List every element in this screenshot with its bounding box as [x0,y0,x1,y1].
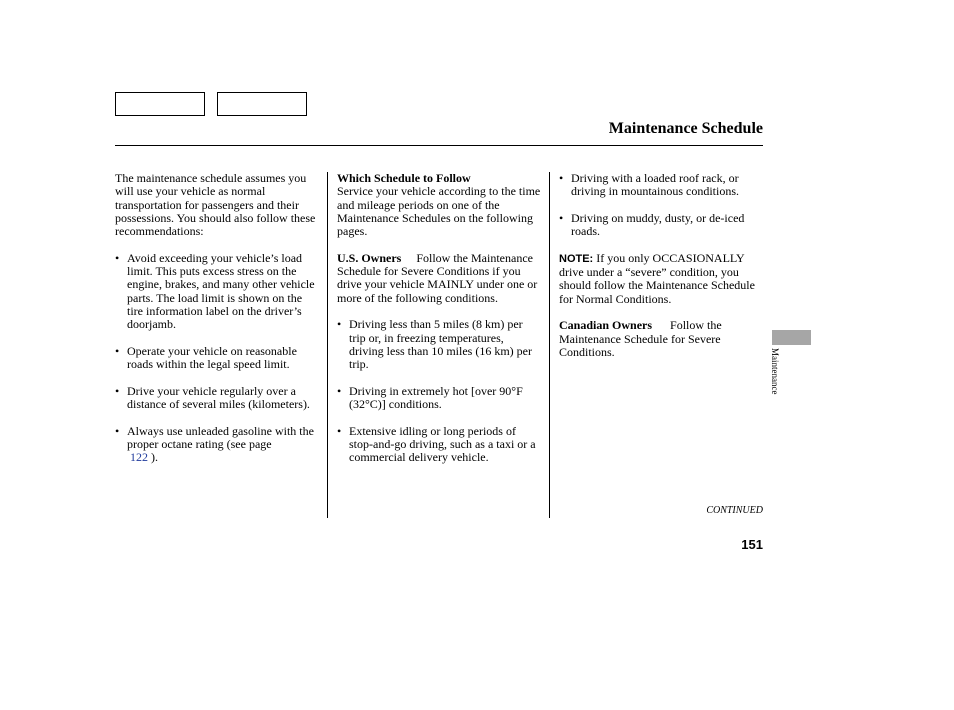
page-link[interactable]: 122 [130,450,148,465]
schedule-intro: Service your vehicle according to the time and mileage periods on one of the Maintenance Schedules on the following pages. [337,184,541,239]
list-item-text: Driving less than 5 miles (8 km) per trip or, in freezing temperatures, driving less than 10 miles (16 km) per trip. [349,317,532,372]
section-tab[interactable] [772,330,811,345]
list-item [115,425,320,465]
page-number: 151 [741,537,763,552]
list-item-text: Driving with a loaded roof rack, or driving in mountainous conditions. [571,171,739,199]
us-owners-paragraph [337,252,541,305]
nav-box-2[interactable] [217,92,307,116]
bullet-icon: • [337,423,342,438]
column-3 [559,172,764,372]
us-owners-text: Follow the Maintenance Schedule for Severe Conditions if you drive your vehicle MAINLY under one or more of the following conditions. [337,250,538,305]
bullet-icon: • [559,210,564,225]
canadian-owners-label: Canadian Owners [559,318,653,333]
list-item-text: Extensive idling or long periods of stop-and-go driving, such as a taxi or a commercial delivery vehicle. [349,423,536,465]
bullet-icon: • [337,317,342,332]
continued-label: CONTINUED [706,505,763,516]
list-item [559,172,764,199]
column-1 [115,172,320,478]
list-item-text: Always use unleaded gasoline with the proper octane rating (see page [127,423,314,451]
page-title: Maintenance Schedule [608,120,763,137]
header-rule [115,145,763,146]
bullet-icon: • [115,383,120,398]
list-item-end: ). [151,450,158,465]
us-owners-label: U.S. Owners [337,250,402,265]
nav-box-1[interactable] [115,92,205,116]
list-item [337,425,541,465]
bullet-icon: • [559,171,564,185]
bullet-icon: • [115,343,120,358]
column-divider [327,172,328,518]
list-item [115,252,320,332]
list-item [337,318,541,371]
column-2 [337,172,541,478]
canadian-owners-text: Follow the Maintenance Schedule for Severe Conditions. [559,318,722,359]
list-item-text: Driving on muddy, dusty, or de-iced roads. [571,210,745,239]
column-divider [549,172,550,518]
list-item-text: Drive your vehicle regularly over a distance of several miles (kilometers). [127,383,310,412]
section-tab-label: Maintenance [770,348,780,395]
note-label: NOTE: [559,252,594,265]
bullet-icon: • [115,423,120,438]
list-item [115,345,320,372]
section-heading: Which Schedule to Follow [337,171,471,185]
bullet-icon: • [115,250,120,265]
list-item-text: Avoid exceeding your vehicle’s load limit. This puts excess stress on the engine, brakes, and many other vehicle parts. The load limit is shown on the tire information label on the driver’s doorjamb. [127,250,315,332]
list-item-text: Driving in extremely hot [over 90°F (32°C)] conditions. [349,383,523,412]
list-item [559,212,764,239]
bullet-icon: • [337,383,342,398]
list-item-text: Operate your vehicle on reasonable roads within the legal speed limit. [127,343,297,372]
canadian-owners-paragraph [559,319,764,359]
list-item [115,385,320,412]
intro-paragraph: The maintenance schedule assumes you will use your vehicle as normal transportation for passengers and their possessions. You should also follow these recommendations: [115,171,316,239]
note-paragraph [559,252,764,306]
list-item [337,385,541,412]
note-text: If you only OCCASIONALLY drive under a “severe” condition, you should follow the Maintenance Schedule for Normal Conditions. [559,250,755,306]
